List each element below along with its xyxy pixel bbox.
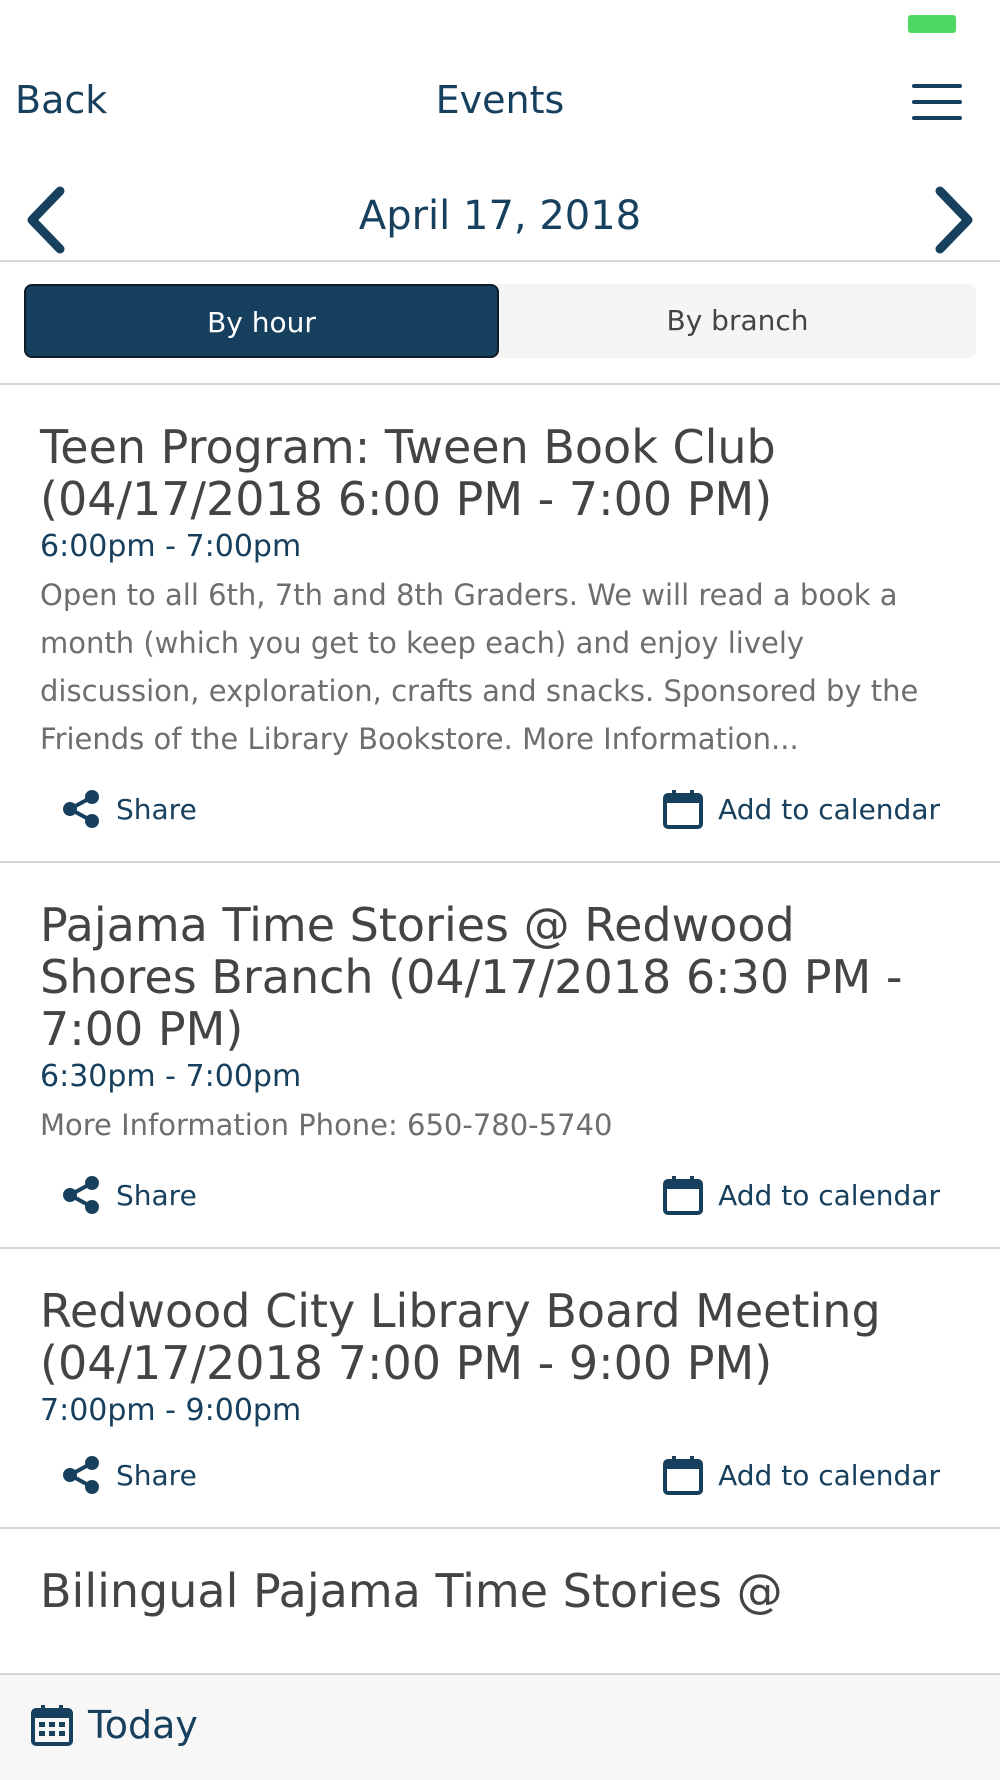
calendar-icon <box>662 788 704 830</box>
event-actions <box>40 1149 960 1247</box>
event-title: Bilingual Pajama Time Stories @ <box>40 1564 783 1618</box>
nav-bar <box>0 50 1000 155</box>
event-time: 7:00pm - 9:00pm <box>40 1393 302 1428</box>
add-to-calendar-label: Add to calendar <box>718 1458 940 1492</box>
event-item[interactable] <box>0 863 1000 1249</box>
calendar-icon <box>662 1454 704 1496</box>
today-label: Today <box>88 1703 198 1747</box>
share-button[interactable] <box>60 1453 197 1497</box>
segment-by-branch[interactable]: By branch <box>666 304 809 337</box>
calendar-icon <box>662 1174 704 1216</box>
add-to-calendar-button[interactable] <box>662 787 940 831</box>
segmented-control <box>24 284 976 358</box>
share-label: Share <box>116 1178 197 1212</box>
segment-by-hour[interactable]: By hour <box>24 284 499 358</box>
chevron-right-icon[interactable] <box>932 185 976 255</box>
bottom-toolbar <box>0 1673 1000 1780</box>
event-title: Redwood City Library Board Meeting (04/17/2018 7:00 PM - 9:00 PM) <box>40 1284 881 1390</box>
add-to-calendar-label: Add to calendar <box>718 792 940 826</box>
add-to-calendar-button[interactable] <box>662 1453 940 1497</box>
view-toggle-bar <box>0 260 1000 385</box>
add-to-calendar-button[interactable] <box>662 1173 940 1217</box>
share-label: Share <box>116 1458 197 1492</box>
event-item[interactable] <box>0 1529 1000 1617</box>
event-actions <box>40 1429 960 1527</box>
share-label: Share <box>116 792 197 826</box>
hamburger-menu-icon[interactable] <box>912 84 962 120</box>
event-title: Teen Program: Tween Book Club (04/17/2018 6:00 PM - 7:00 PM) <box>40 420 776 526</box>
share-icon <box>60 1174 102 1216</box>
share-button[interactable] <box>60 787 197 831</box>
current-date: April 17, 2018 <box>358 193 642 239</box>
share-icon <box>60 788 102 830</box>
page-title: Events <box>435 78 565 122</box>
event-title: Pajama Time Stories @ Redwood Shores Branch (04/17/2018 6:30 PM - 7:00 PM) <box>40 898 903 1056</box>
event-item[interactable] <box>0 1249 1000 1529</box>
calendar-grid-icon <box>30 1703 74 1747</box>
event-description: More Information Phone: 650-780-5740 <box>40 1108 613 1142</box>
battery-icon <box>908 15 956 33</box>
today-button[interactable] <box>30 1703 198 1747</box>
status-bar <box>0 0 1000 50</box>
event-time: 6:00pm - 7:00pm <box>40 529 302 564</box>
share-icon <box>60 1454 102 1496</box>
share-button[interactable] <box>60 1173 197 1217</box>
back-button[interactable]: Back <box>15 78 108 122</box>
event-time: 6:30pm - 7:00pm <box>40 1059 302 1094</box>
event-list <box>0 385 1000 1673</box>
event-description: Open to all 6th, 7th and 8th Graders. We will read a book a month (which you get to keep each) and enjoy lively discussion, exploration, crafts and snacks. Sponsored by the Friends of the Library Bookstore. More Information... <box>40 578 919 756</box>
event-item[interactable] <box>0 385 1000 863</box>
event-actions <box>40 763 960 861</box>
add-to-calendar-label: Add to calendar <box>718 1178 940 1212</box>
date-navigator <box>0 155 1000 262</box>
